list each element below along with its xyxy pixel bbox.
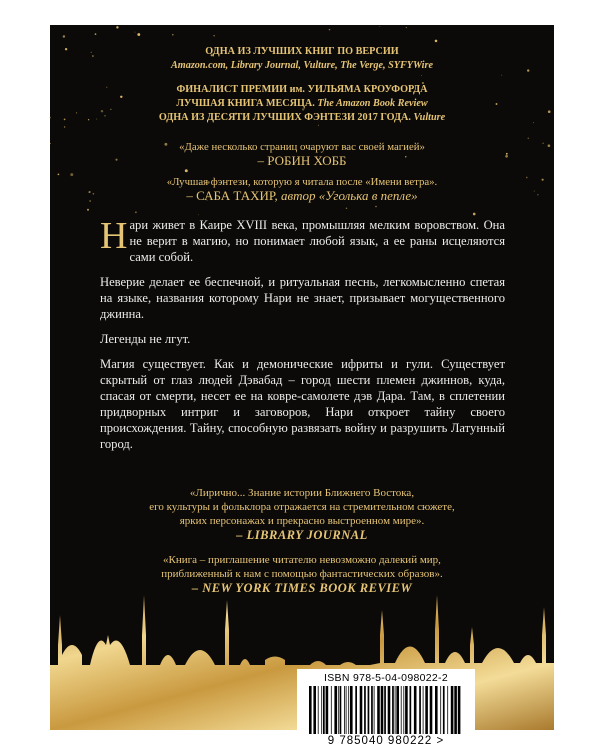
quote-text: «Книга – приглашение читателю невозможно далекий мир, xyxy=(163,554,441,566)
barcode-bar xyxy=(360,686,363,734)
synopsis-paragraph: Нари живет в Каире XVIII века, промышляя мелким воровством. Она не верит в магию, но понимает любой язык, а ее раны исцеляются сами собой. xyxy=(100,215,505,264)
star xyxy=(185,169,188,172)
barcode-bar xyxy=(348,686,349,734)
book-back-cover xyxy=(50,25,554,747)
quote-text: ярких персонажах и прекрасно выстроенном мире». xyxy=(179,515,425,527)
star xyxy=(213,35,214,36)
quote-author: – NEW YORK TIMES BOOK REVIEW xyxy=(191,581,413,595)
barcode-bar xyxy=(430,686,433,734)
barcode-bar xyxy=(381,686,384,734)
star xyxy=(137,33,140,36)
quote-author: – САБА ТАХИР, автор «Уголька в пепле» xyxy=(186,188,418,203)
barcode-bar xyxy=(440,686,441,734)
barcode-bar xyxy=(338,686,339,734)
barcode-bar xyxy=(451,686,454,734)
barcode-bar xyxy=(377,686,380,734)
award-line: ФИНАЛИСТ ПРЕМИИ им. УИЛЬЯМА КРОУФОРДА xyxy=(176,84,428,95)
barcode-bar xyxy=(309,686,312,734)
barcode-bar xyxy=(368,686,370,734)
barcode-bar xyxy=(405,686,408,734)
quote-text: «Лучшая фэнтези, которую я читала после «Имени ветра». xyxy=(166,176,438,188)
barcode-bar xyxy=(395,686,396,734)
barcode-bar xyxy=(388,686,391,734)
star xyxy=(63,35,65,37)
star xyxy=(64,126,65,127)
isbn-label: ISBN 978-5-04-098022-2 xyxy=(324,672,448,684)
star xyxy=(473,213,476,216)
barcode-bar xyxy=(403,686,404,734)
award-line: Amazon.com, Library Journal, Vulture, The Verge, SYFYWire xyxy=(171,60,433,71)
barcode-bar xyxy=(334,686,337,734)
barcode-bar xyxy=(371,686,373,734)
barcode-bar xyxy=(443,686,445,734)
barcode-bar xyxy=(384,686,386,734)
barcode-bar xyxy=(318,686,319,734)
barcode-icon xyxy=(309,686,463,734)
quote-text: «Даже несколько страниц очаруют вас своей магией» xyxy=(179,141,425,153)
synopsis xyxy=(100,217,505,461)
star xyxy=(528,138,529,139)
quote-text: «Лирично... Знание истории Ближнего Востока, xyxy=(189,487,415,499)
barcode-panel xyxy=(297,669,475,752)
barcode-bar xyxy=(321,686,322,734)
quote-text: приближенный к нам с помощью фантастических образов». xyxy=(161,568,443,580)
barcode-bar xyxy=(331,686,332,734)
synopsis-paragraph: Неверие делает ее беспечной, и ритуальная песнь, легкомысленно спетая на языке, названия которому Нари не знает, призывает могущественного джинна. xyxy=(100,275,505,321)
barcode-bar xyxy=(423,686,424,734)
quote-author: – LIBRARY JOURNAL xyxy=(236,528,368,542)
barcode-bar xyxy=(374,686,375,734)
barcode-bar xyxy=(425,686,428,734)
star xyxy=(87,209,89,211)
barcode-bar xyxy=(435,686,438,734)
barcode-bar xyxy=(454,686,457,734)
quote-library-journal xyxy=(50,486,554,542)
barcode-bar xyxy=(419,686,421,734)
award-line: ОДНА ИЗ ДЕСЯТИ ЛУЧШИХ ФЭНТЕЗИ 2017 ГОДА. Vulture xyxy=(158,112,446,123)
star xyxy=(375,206,377,208)
barcode-bar xyxy=(355,686,357,734)
barcode-bar xyxy=(447,686,448,734)
synopsis-paragraph: Магия существует. Как и демонические ифриты и гули. Существует скрытый от глаз людей Дэвабад – город шести племен джиннов, куда, спасая от смерти, несет ее на ковре-самолете дэв Дара. Там, в сплетении придворных интриг и заговоров, Нари откроет тайну своего происхождения. Тайну, способную развязать войну и разрушить Латунный город. xyxy=(100,357,505,451)
star xyxy=(329,29,331,31)
star xyxy=(135,32,136,33)
barcode-bar xyxy=(401,686,402,734)
quote-author: – РОБИН ХОББ xyxy=(257,153,347,168)
quote-hobb xyxy=(50,140,554,168)
star xyxy=(435,40,438,43)
barcode-bar xyxy=(323,686,325,734)
quote-text: его культуры и фольклора отражается на стремительном сюжете, xyxy=(149,501,455,513)
barcode-bar xyxy=(344,686,345,734)
star xyxy=(116,26,118,28)
barcode-bar xyxy=(340,686,342,734)
drop-cap: Н xyxy=(100,215,128,257)
barcode-bar xyxy=(346,686,347,734)
star xyxy=(198,214,199,215)
barcode-bar xyxy=(396,686,399,734)
barcode-bar xyxy=(458,686,461,734)
star xyxy=(135,211,137,213)
star xyxy=(406,27,407,28)
barcode-bar xyxy=(364,686,366,734)
barcode-bar xyxy=(392,686,394,734)
award-line: ОДНА ИЗ ЛУЧШИХ КНИГ ПО ВЕРСИИ xyxy=(205,46,399,57)
quote-tahir xyxy=(50,175,554,203)
barcode-bar xyxy=(350,686,353,734)
awards-block xyxy=(50,45,554,125)
star xyxy=(172,34,174,36)
synopsis-paragraph: Легенды не лгут. xyxy=(100,332,191,346)
barcode-bar xyxy=(410,686,412,734)
barcode-bar xyxy=(414,686,417,734)
star xyxy=(379,26,380,27)
barcode-digits: 9 785040 980222 > xyxy=(327,735,445,747)
award-line: ЛУЧШАЯ КНИГА МЕСЯЦА. The Amazon Book Review xyxy=(176,98,428,109)
barcode-bar xyxy=(313,686,316,734)
star xyxy=(346,208,347,209)
star xyxy=(95,33,97,35)
barcode-bar xyxy=(326,686,329,734)
